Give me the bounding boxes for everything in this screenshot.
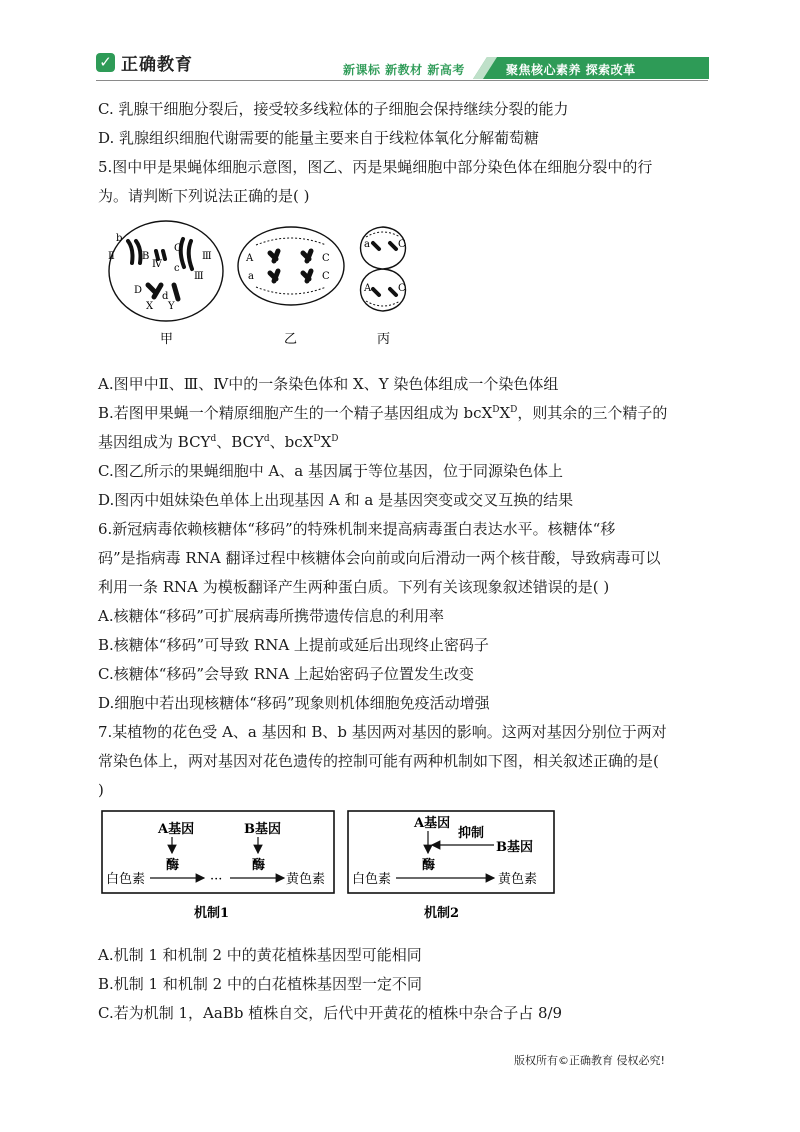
jia-label-C: C	[174, 243, 182, 254]
jia-label-X: X	[146, 301, 154, 312]
cell-jia	[108, 221, 223, 347]
jia-label-b: b	[116, 233, 123, 244]
jia-label-III-a: Ⅲ	[202, 251, 212, 262]
q5-stem-line2: 为。请判断下列说法正确的是( )	[98, 187, 310, 205]
header-divider	[96, 80, 708, 81]
jia-label-IV: Ⅳ	[152, 259, 162, 270]
q4-option-c: C. 乳腺干细胞分裂后，接受较多线粒体的子细胞会保持继续分裂的能力	[98, 100, 569, 118]
q5-stem-line1: 5.图中甲是果蝇体细胞示意图，图乙、丙是果蝇细胞中部分染色体在细胞分裂中的行	[98, 158, 653, 176]
q7-option-b: B.机制 1 和机制 2 中的白花植株基因型一定不同	[98, 975, 422, 993]
bing-label-a: a	[364, 239, 370, 250]
mechanism-1	[102, 811, 334, 921]
mechanism-2	[348, 811, 554, 921]
jia-label-Y: Y	[168, 301, 175, 312]
slogan-left: 新课标 新教材 新高考	[343, 63, 465, 77]
yi-label-a: a	[248, 271, 254, 282]
yi-label-C2: C	[322, 271, 330, 282]
q5-option-b-line1: B.若图甲果蝇一个精原细胞产生的一个精子基因组成为 $bcX^DX^D$，则其余的三个精子的	[98, 404, 668, 422]
q6-option-c: C.核糖体“移码”会导致 RNA 上起始密码子位置发生改变	[98, 665, 474, 683]
bing-label-A: A	[364, 283, 372, 294]
jia-label-d: d	[162, 291, 169, 302]
mech1-gene-a: A基因	[158, 822, 195, 837]
q6-stem-line2: 码”是指病毒 RNA 翻译过程中核糖体会向前或向后滑动一两个核苷酸，导致病毒可以	[98, 549, 661, 567]
mech1-caption: 机制1	[194, 906, 230, 921]
mech1-gene-b: B基因	[244, 822, 281, 837]
mech1-middle: ···	[210, 872, 223, 887]
jia-label-II: Ⅱ	[108, 251, 115, 262]
copyright-footer: 版权所有©正确教育 侵权必究!	[514, 1054, 665, 1067]
page-header	[0, 0, 800, 84]
q6-stem-line1: 6.新冠病毒依赖核糖体“移码”的特殊机制来提高病毒蛋白表达水平。核糖体“移	[98, 520, 616, 538]
q7-option-a: A.机制 1 和机制 2 中的黄花植株基因型可能相同	[98, 946, 422, 964]
caption-bing: 丙	[377, 332, 391, 347]
mech1-yellow-pigment: 黄色素	[286, 872, 326, 887]
q6-stem-line3: 利用一条 RNA 为模板翻译产生两种蛋白质。下列有关该现象叙述错误的是( )	[98, 578, 610, 596]
bing-label-C: C	[398, 239, 406, 250]
q7-option-c: C.若为机制 1，AaBb 植株自交，后代中开黄花的植株中杂合子占 8/9	[98, 1004, 563, 1022]
mech1-white-pigment: 白色素	[106, 872, 146, 887]
jia-label-III-b: Ⅲ	[194, 271, 204, 282]
caption-jia: 甲	[160, 332, 174, 347]
mech2-gene-a: A基因	[414, 816, 451, 831]
figure-chromosomes	[98, 219, 428, 354]
check-icon: ✓	[96, 53, 115, 72]
cell-yi	[238, 227, 344, 347]
mech2-gene-b: B基因	[496, 840, 533, 855]
q6-option-d: D.细胞中若出现核糖体“移码”现象则机体细胞免疫活动增强	[98, 694, 490, 712]
mech1-enzyme-1: 酶	[166, 858, 180, 873]
mech2-enzyme: 酶	[422, 858, 436, 873]
question-content	[98, 95, 714, 1028]
yi-label-A: A	[246, 253, 254, 264]
q5-option-c: C.图乙所示的果蝇细胞中 A、a 基因属于等位基因，位于同源染色体上	[98, 462, 564, 480]
brand-logo	[96, 50, 193, 75]
figure-mechanisms	[98, 809, 568, 927]
q7-stem-line2: 常染色体上，两对基因对花色遗传的控制可能有两种机制如下图，相关叙述正确的是(	[98, 752, 659, 770]
slogan-right: 聚焦核心素养 探索改革	[506, 63, 636, 77]
q5-option-b-line2: 基因组成为 BCY$^d$、BCY$^d$、$bcX^DX^D$	[98, 433, 339, 451]
mech2-yellow-pigment: 黄色素	[498, 872, 538, 887]
yi-label-C: C	[322, 253, 330, 264]
q5-option-a: A.图甲中Ⅱ、Ⅲ、Ⅳ中的一条染色体和 X、Y 染色体组成一个染色体组	[98, 375, 559, 393]
mech2-inhibit: 抑制	[458, 826, 485, 841]
q4-option-d: D. 乳腺组织细胞代谢需要的能量主要来自于线粒体氧化分解葡萄糖	[98, 129, 540, 147]
mech2-caption: 机制2	[424, 906, 460, 921]
q5-option-d: D.图丙中姐妹染色单体上出现基因 A 和 a 是基因突变或交叉互换的结果	[98, 491, 574, 509]
q7-stem-line1: 7.某植物的花色受 A、a 基因和 B、b 基因两对基因的影响。这两对基因分别位于两对	[98, 723, 667, 741]
q7-stem-line3: )	[98, 781, 104, 799]
jia-label-B: B	[142, 251, 150, 262]
mech1-enzyme-2: 酶	[252, 858, 266, 873]
caption-yi: 乙	[284, 332, 298, 347]
cell-bing	[361, 227, 407, 347]
brand-name: 正确教育	[121, 55, 193, 75]
jia-label-c: c	[174, 263, 180, 274]
q6-option-b: B.核糖体“移码”可导致 RNA 上提前或延后出现终止密码子	[98, 636, 489, 654]
jia-label-D: D	[134, 285, 143, 296]
mech2-white-pigment: 白色素	[352, 872, 392, 887]
q6-option-a: A.核糖体“移码”可扩展病毒所携带遗传信息的利用率	[98, 607, 444, 625]
bing-label-C2: C	[398, 283, 406, 294]
